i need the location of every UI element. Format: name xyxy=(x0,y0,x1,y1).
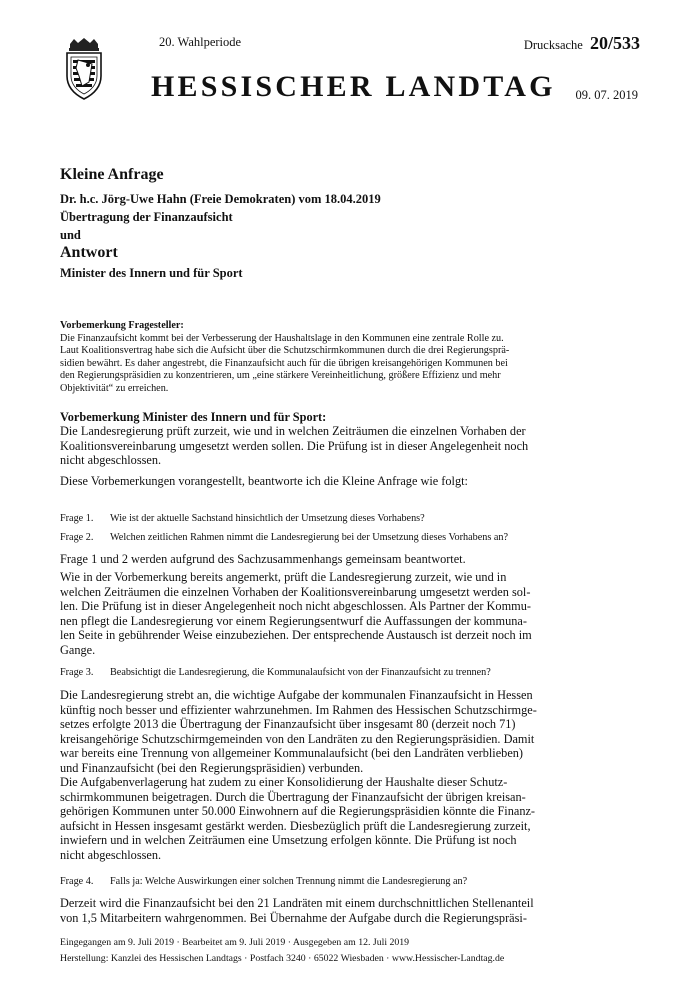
text-line: Objektivität“ zu erreichen. xyxy=(60,382,169,394)
text-line: von 1,5 Mitarbeitern wahrgenommen. Bei Übernahme der Aufgabe durch die Regierungspräsi- xyxy=(60,910,527,925)
antwort-1-2-text xyxy=(60,570,642,658)
text-line: Die Aufgabenverlagerung hat zudem zu einer Konsolidierung der Haushalte dieser Schutz- xyxy=(60,775,508,789)
text-line: und Finanzaufsicht (bei den Regierungspräsidien) verbunden. xyxy=(60,760,364,775)
frage-label: Frage 4. xyxy=(60,876,94,887)
antwort-4-text xyxy=(60,896,642,925)
text-line: inwiefern und in welchen Zeiträumen eine Umsetzung erfolgen könnte. Die Prüfung ist noch xyxy=(60,833,517,848)
text-line: war bereits eine Trennung von allgemeiner Kommunalaufsicht (bei den Landräten verblieben) xyxy=(60,746,524,761)
antwort-title: Antwort xyxy=(60,244,118,261)
frage-label: Frage 1. xyxy=(60,513,94,524)
text-line: len Seite in gebührender Weise einzubeziehen. Der entsprechende Austausch ist derzeit noch im xyxy=(60,628,532,643)
text-line: Die Landesregierung prüft zurzeit, wie und in welchen Zeiträumen die einzelnen Vorhaben der xyxy=(60,424,526,438)
antwort-1-2-intro: Frage 1 und 2 werden aufgrund des Sachzusammenhangs gemeinsam beantwortet. xyxy=(60,552,466,566)
text-line: gehörigen Kommunen unter 50.000 Einwohnern auf die Regierungspräsidien könnte die Finanz- xyxy=(60,804,536,819)
text-line: schirmkommunen beigetragen. Durch die Übertragung der Finanzaufsicht der übrigen kreisan- xyxy=(60,789,526,804)
subject-line: Übertragung der Finanzaufsicht xyxy=(60,210,233,224)
vorbemerkung-fragesteller-heading: Vorbemerkung Fragesteller: xyxy=(60,320,184,331)
text-line: künftig noch besser und effizienter wahrzunehmen. Im Rahmen des Hessischen Schutzschirmge- xyxy=(60,702,537,717)
drucksache xyxy=(524,33,640,54)
footer-dates: Eingegangen am 9. Juli 2019 · Bearbeitet am 9. Juli 2019 · Ausgegeben am 12. Juli 2019 xyxy=(60,937,410,948)
text-line: den Regierungspräsidien zu konzentrieren, um „eine stärkere Vereinheitlichung, größere Effizienz und mehr xyxy=(60,370,501,382)
text-line: nicht abgeschlossen. xyxy=(60,847,162,862)
hessen-coat-of-arms-icon xyxy=(64,38,104,100)
document-date: 09. 07. 2019 xyxy=(575,88,638,102)
parliament-name: HESSISCHER LANDTAG xyxy=(151,70,556,103)
vorbemerkung-minister-heading: Vorbemerkung Minister des Innern und für Sport: xyxy=(60,410,327,424)
text-line: Die Landesregierung strebt an, die wichtige Aufgabe der kommunalen Finanzaufsicht in Hessen xyxy=(60,688,533,702)
text-line: welchen Zeiträumen die einzelnen Vorhaben der Koalitionsvereinbarung umgesetzt werden sol- xyxy=(60,584,531,599)
text-line: len. Die Prüfung ist in dieser Angelegenheit noch nicht abgeschlossen. Als Partner der Kommu- xyxy=(60,599,531,614)
frage-text: Beabsichtigt die Landesregierung, die Kommunalaufsicht von der Finanzaufsicht zu trennen? xyxy=(110,667,491,678)
antwort-3-paragraph-1 xyxy=(60,688,642,776)
frage-label: Frage 2. xyxy=(60,532,94,543)
frage-4 xyxy=(60,876,660,887)
frage-text: Wie ist der aktuelle Sachstand hinsichtlich der Umsetzung dieses Vorhabens? xyxy=(110,513,425,524)
antwort-3-paragraph-2 xyxy=(60,775,642,863)
footer-imprint: Herstellung: Kanzlei des Hessischen Landtags · Postfach 3240 · 65022 Wiesbaden · www.Hessischer-Landtag.de xyxy=(60,953,505,964)
text-line: setzes erfolgte 2013 die Übertragung der Finanzaufsicht über insgesamt 80 (derzeit noch 71) xyxy=(60,717,516,732)
frage-1 xyxy=(60,513,660,524)
text-line: aufsicht in Hessen insgesamt gestärkt werden. Diesbezüglich prüft die Landesregierung zurzeit, xyxy=(60,818,531,833)
kleine-anfrage-title: Kleine Anfrage xyxy=(60,166,164,183)
text-line: kreisangehörige Schutzschirmgemeinden von den Landräten zu den Regierungspräsidien. Damit xyxy=(60,731,535,746)
frage-text: Welchen zeitlichen Rahmen nimmt die Landesregierung bei der Umsetzung dieses Vorhabens an? xyxy=(110,532,508,543)
vorbemerkung-minister-text xyxy=(60,424,642,468)
text-line: sidien bewährt. Es daher angestrebt, die Finanzaufsicht auch für die übrigen kreisangehörigen Kommunen bei xyxy=(60,357,508,369)
text-line: Derzeit wird die Finanzaufsicht bei den 21 Landräten mit einem durchschnittlichen Stellenanteil xyxy=(60,896,534,910)
text-line: Gange. xyxy=(60,642,96,657)
frage-text: Falls ja: Welche Auswirkungen einer solchen Trennung nimmt die Landesregierung an? xyxy=(110,876,468,887)
frage-3 xyxy=(60,667,660,678)
frage-2 xyxy=(60,532,660,543)
text-line: nen pflegt die Landesregierung vor einem Regierungsentwurf die Auffassungen der kommuna- xyxy=(60,613,527,628)
wahlperiode: 20. Wahlperiode xyxy=(159,35,242,49)
text-line: Die Finanzaufsicht kommt bei der Verbesserung der Haushaltslage in den Kommunen eine zentrale Rolle zu. xyxy=(60,333,504,344)
und-line: und xyxy=(60,228,81,242)
minister-line: Minister des Innern und für Sport xyxy=(60,266,243,280)
text-line: Wie in der Vorbemerkung bereits angemerkt, prüft die Landesregierung zurzeit, wie und in xyxy=(60,570,507,584)
author-line: Dr. h.c. Jörg-Uwe Hahn (Freie Demokraten) vom 18.04.2019 xyxy=(60,192,381,206)
intro-line: Diese Vorbemerkungen vorangestellt, beantworte ich die Kleine Anfrage wie folgt: xyxy=(60,474,468,488)
drucksache-label: Drucksache xyxy=(523,38,583,52)
vorbemerkung-fragesteller-text xyxy=(60,333,642,395)
text-line: Koalitionsvereinbarung umgesetzt werden sollen. Die Prüfung ist in dieser Angelegenheit noch xyxy=(60,438,529,453)
text-line: Laut Koalitionsvertrag habe sich die Aufsicht über die Schutzschirmkommunen durch die drei Regierungsprä- xyxy=(60,345,510,357)
text-line: nicht abgeschlossen. xyxy=(60,453,162,468)
frage-label: Frage 3. xyxy=(60,667,94,678)
drucksache-number: 20/533 xyxy=(589,33,640,53)
